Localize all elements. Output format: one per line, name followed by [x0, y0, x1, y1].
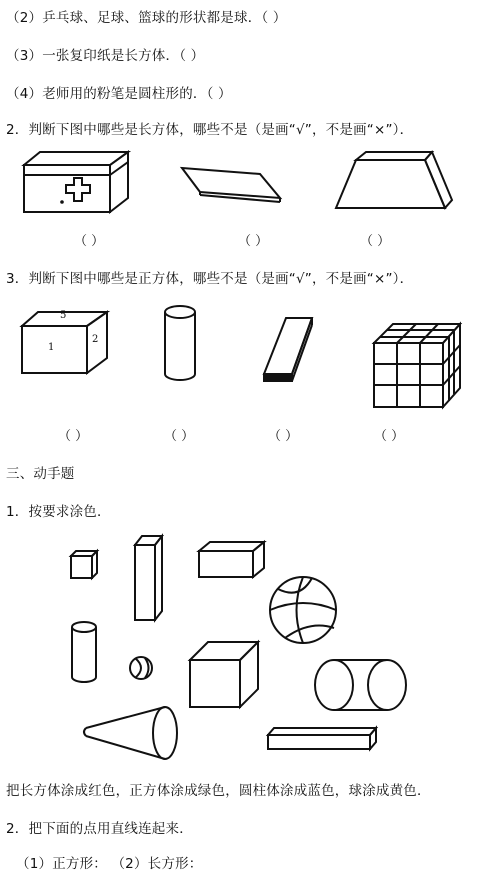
small-cube-figure [71, 551, 97, 578]
part3-heading: 三、动手题 [6, 466, 75, 482]
small-ball-figure [130, 657, 152, 679]
wedge-figure [182, 168, 280, 202]
cube-label-front: 1 [48, 342, 55, 353]
cuboid-answer-2[interactable]: （ ） [238, 234, 269, 249]
cube-label-top: 5 [60, 310, 67, 321]
rubik-cube-figure [374, 324, 460, 407]
basketball-figure [270, 577, 336, 643]
connect-dots-title: 2．把下面的点用直线连起来． [6, 821, 193, 837]
trapezoid-prism-figure [336, 152, 452, 208]
small-cylinder-figure [72, 622, 96, 682]
tall-cuboid-figure [135, 536, 162, 620]
cube-answer-2[interactable]: （ ） [164, 429, 195, 444]
question-4-chalk: （4）老师用的粉笔是圆柱形的．（ ） [6, 86, 232, 102]
horizontal-cylinder-figure [315, 660, 406, 710]
cube-answer-1[interactable]: （ ） [58, 429, 89, 444]
coloring-title: 1．按要求涂色． [6, 504, 111, 520]
cube-answer-4[interactable]: （ ） [374, 429, 405, 444]
first-aid-box-figure [24, 152, 128, 212]
question-3-copy-paper: （3）一张复印纸是长方体．（ ） [6, 48, 205, 64]
large-cube-figure [190, 642, 258, 707]
cone-figure [84, 707, 177, 759]
cube-answer-3[interactable]: （ ） [268, 429, 299, 444]
judge-cube-prompt: 3．判断下图中哪些是正方体，哪些不是（是画“√”，不是画“×”）． [6, 271, 414, 287]
cylinder-figure [165, 306, 195, 380]
long-flat-cuboid-figure [268, 728, 376, 749]
question-2-ball-shapes: （2）乒乓球、足球、篮球的形状都是球．（ ） [6, 10, 287, 26]
flat-slab-figure [264, 318, 312, 381]
flat-cuboid-figure [199, 542, 264, 577]
cuboid-answer-3[interactable]: （ ） [360, 234, 391, 249]
cube-label-side: 2 [92, 334, 99, 345]
cuboid-answer-1[interactable]: （ ） [74, 234, 105, 249]
coloring-instruction: 把长方体涂成红色，正方体涂成绿色，圆柱体涂成蓝色，球涂成黄色． [6, 783, 431, 799]
connect-dots-subitems: （1）正方形： （2）长方形： [16, 856, 203, 872]
judge-cuboid-prompt: 2．判断下图中哪些是长方体，哪些不是（是画“√”，不是画“×”）． [6, 122, 414, 138]
